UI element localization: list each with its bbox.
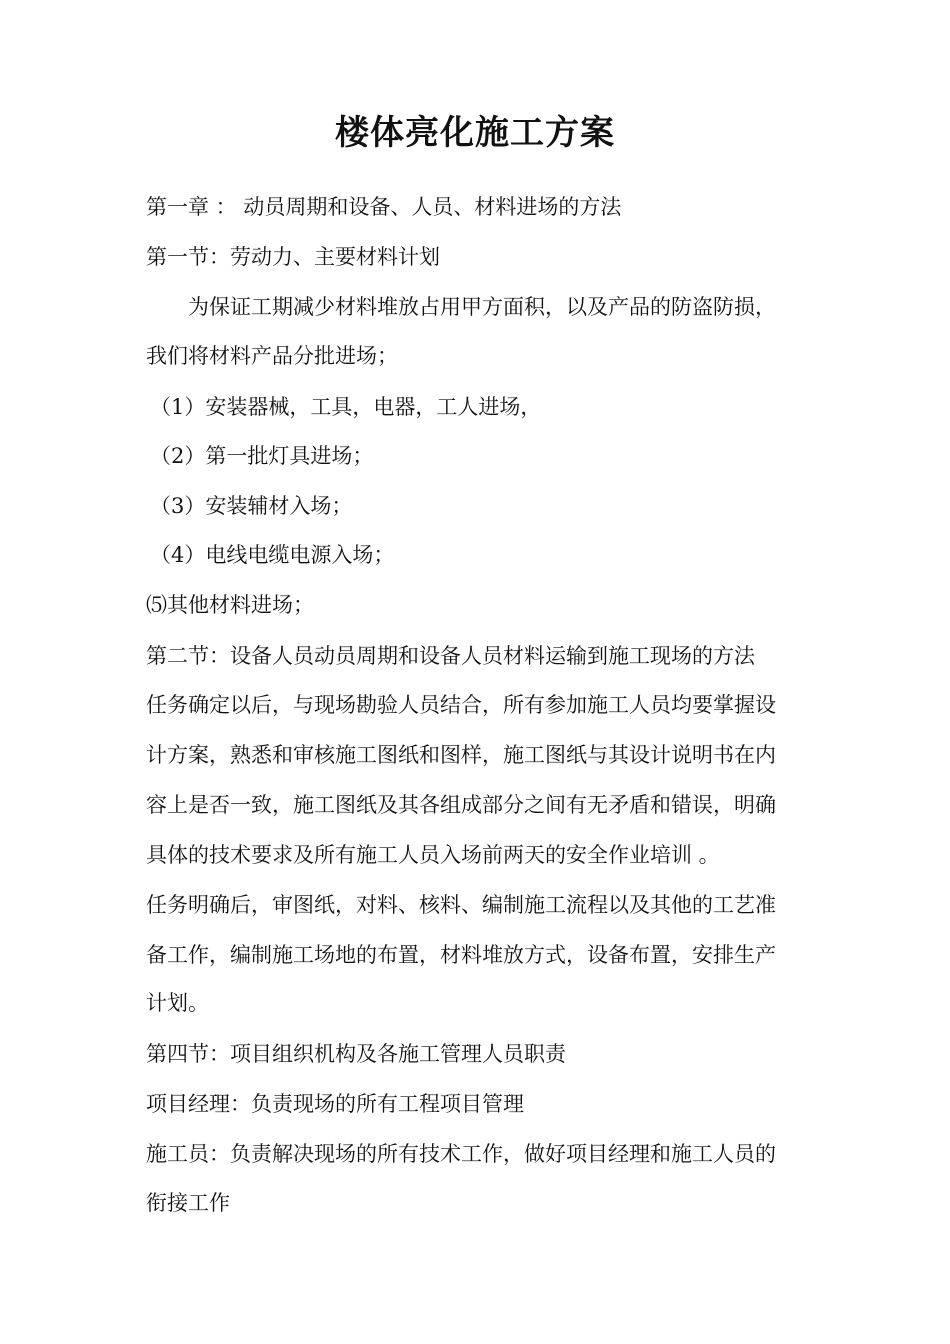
section-heading: 第二节：设备人员动员周期和设备人员材料运输到施工现场的方法 [146,644,755,668]
paragraph-line: 容上是否一致，施工图纸及其各组成部分之间有无矛盾和错误，明确 [146,793,776,817]
paragraph-line: 任务确定以后，与现场勘验人员结合，所有参加施工人员均要掌握设 [146,693,776,717]
list-item: （4）电线电缆电源入场； [150,543,395,567]
section-heading: 第四节：项目组织机构及各施工管理人员职责 [146,1042,566,1066]
document-title: 楼体亮化施工方案 [335,113,615,153]
paragraph-line: 施工员：负责解决现场的所有技术工作，做好项目经理和施工人员的 [146,1142,776,1166]
list-item: ⑸其他材料进场； [146,593,314,617]
paragraph-line: 为保证工期减少材料堆放占用甲方面积，以及产品的防盗防损， [188,295,776,319]
paragraph-line: 项目经理：负责现场的所有工程项目管理 [146,1092,524,1116]
paragraph-line: 计方案，熟悉和审核施工图纸和图样，施工图纸与其设计说明书在内 [146,743,776,767]
list-item: （1）安装器械，工具，电器，工人进场， [150,395,542,419]
paragraph-line: 我们将材料产品分批进场； [146,344,398,368]
list-item: （3）安装辅材入场； [150,494,353,518]
paragraph-line: 具体的技术要求及所有施工人员入场前两天的安全作业培训 。 [146,843,720,867]
section-heading: 第一节：劳动力、主要材料计划 [146,245,440,269]
paragraph-line: 备工作，编制施工场地的布置，材料堆放方式，设备布置，安排生产 [146,943,776,967]
paragraph-line: 任务明确后，审图纸，对料、核料、编制施工流程以及其他的工艺准 [146,893,776,917]
paragraph-line: 衔接工作 [146,1191,230,1215]
list-item: （2）第一批灯具进场； [150,444,374,468]
chapter-heading: 第一章 ： 动员周期和设备、人员、材料进场的方法 [146,195,622,219]
paragraph-line: 计划。 [146,991,209,1015]
